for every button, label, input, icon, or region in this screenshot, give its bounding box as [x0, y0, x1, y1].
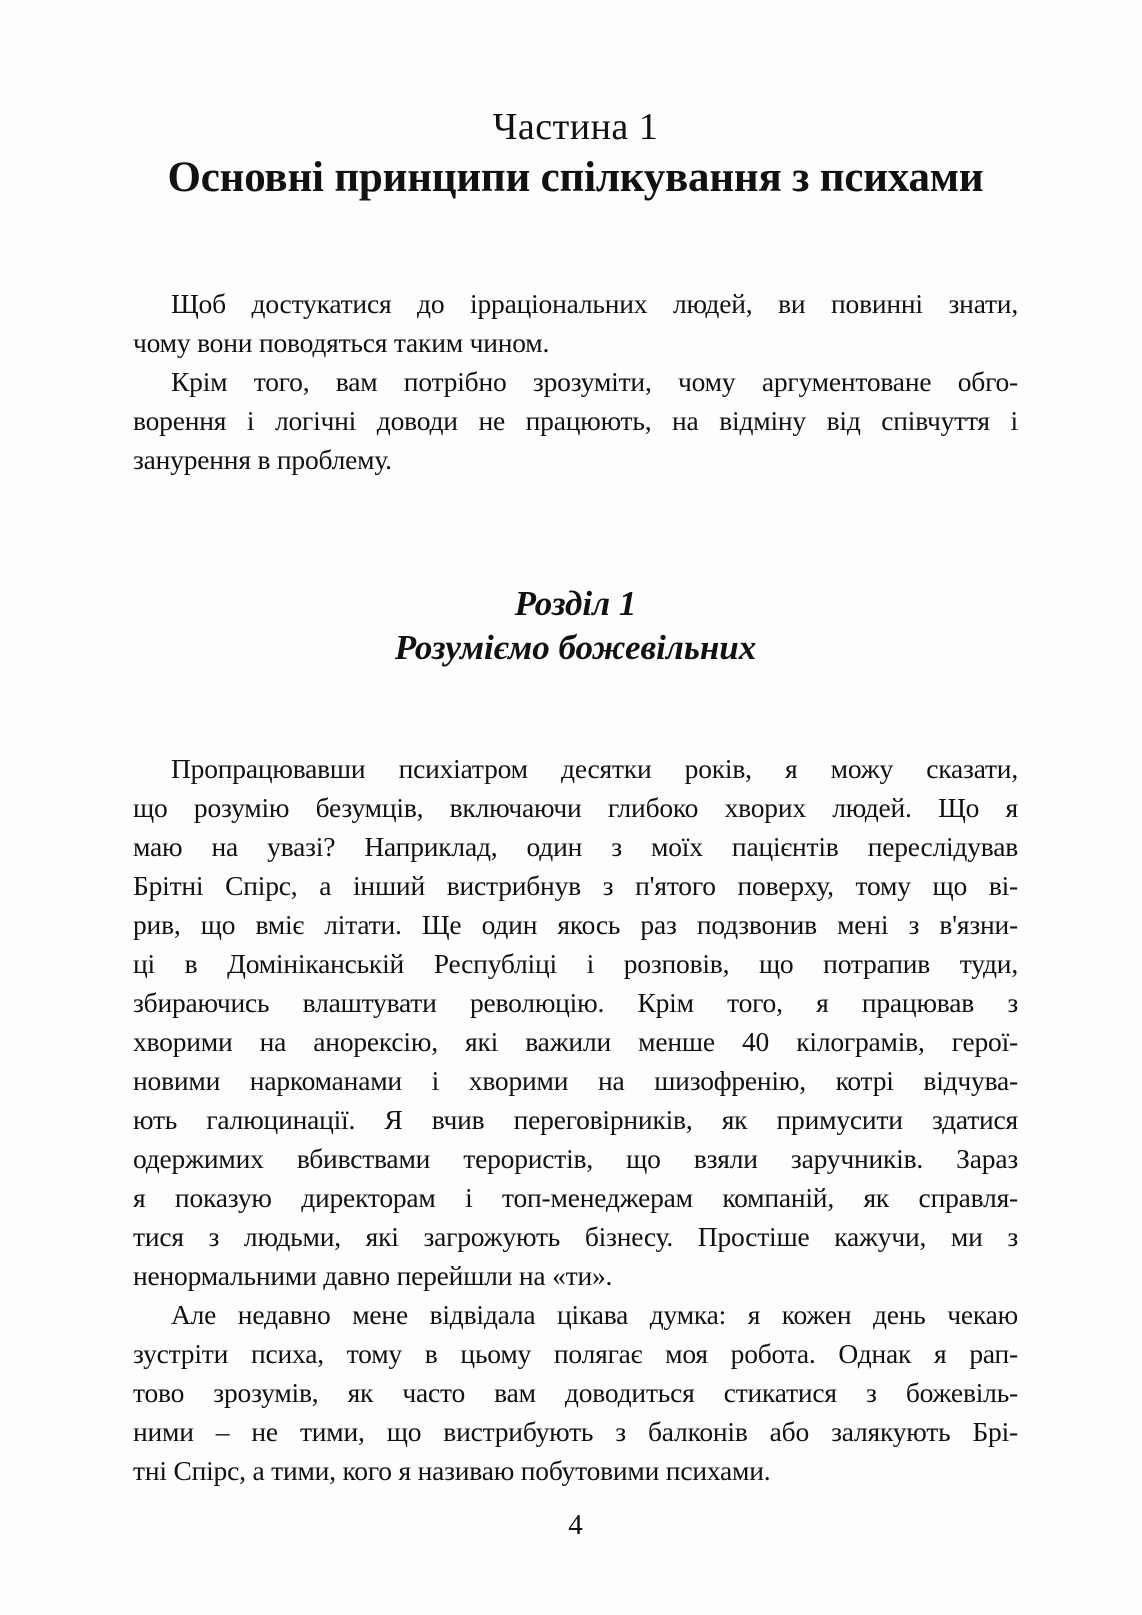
paragraph: [133, 284, 1018, 362]
text-line: ці в Домініканській Республіці і розповів, що потрапив туди,: [133, 948, 1018, 979]
chapter-title: Розуміємо божевільних: [394, 628, 757, 667]
text-line: чому вони поводяться таким чином.: [133, 327, 550, 358]
text-line: ють галюцинації. Я вчив переговірників, як примусити здатися: [133, 1104, 1018, 1135]
text-line: Але недавно мене відвідала цікава думка: я кожен день чекаю: [171, 1299, 1018, 1330]
text-line: тися з людьми, які загрожують бізнесу. Простіше кажучи, ми з: [133, 1221, 1018, 1252]
text-line: я показую директорам і топ-менеджерам компаній, як справля-: [133, 1182, 1018, 1213]
text-block: [0, 104, 1142, 1543]
paragraph: [133, 749, 1018, 1295]
paragraph: [133, 1295, 1018, 1490]
text-line: що розумію безумців, включаючи глибоко хворих людей. Що я: [133, 792, 1018, 823]
text-line: ненормальними давно перейшли на «ти».: [133, 1260, 613, 1291]
text-line: занурення в проблему.: [133, 444, 392, 475]
part-title: Основні принципи спілкування з психами: [167, 154, 984, 201]
chapter-heading: Розділ 1: [514, 584, 637, 623]
text-line: зустріти психа, тому в цьому полягає моя робота. Однак я рап-: [133, 1338, 1018, 1369]
text-line: Брітні Спірс, а інший вистрибнув з п'ятого поверху, тому що ві-: [133, 870, 1018, 901]
text-line: збираючись влаштувати революцію. Крім того, я працював з: [133, 987, 1018, 1018]
part-heading: Частина 1: [492, 106, 659, 148]
text-line: ворення і логічні доводи не працюють, на відміну від співчуття і: [133, 405, 1018, 436]
text-line: Крім того, вам потрібно зрозуміти, чому аргументоване обго-: [171, 366, 1018, 397]
paragraph: [133, 362, 1018, 479]
text-line: рив, що вміє літати. Ще один якось раз подзвонив мені з в'язни-: [133, 909, 1018, 940]
intro-section: [133, 284, 1018, 479]
page-number: 4: [568, 1509, 583, 1541]
text-line: одержимих вбивствами терористів, що взяли заручників. Зараз: [133, 1143, 1018, 1174]
chapter-block: [133, 582, 1018, 670]
text-line: хворими на анорексію, які важили менше 40 кілограмів, герої-: [133, 1026, 1018, 1057]
text-line: Щоб достукатися до ірраціональних людей, ви повинні знати,: [171, 288, 1018, 319]
text-line: новими наркоманами і хворими на шизофренію, котрі відчува-: [133, 1065, 1018, 1096]
text-line: тні Спірс, а тими, кого я називаю побутовими психами.: [133, 1455, 771, 1486]
text-line: Пропрацювавши психіатром десятки років, я можу сказати,: [171, 753, 1018, 784]
text-line: маю на увазі? Наприклад, один з моїх пацієнтів переслідував: [133, 831, 1018, 862]
text-line: ними – не тими, що вистрибують з балконів або залякують Брі-: [133, 1416, 1018, 1447]
body-section: [133, 749, 1018, 1490]
text-line: тово зрозумів, як часто вам доводиться стикатися з божевіль-: [133, 1377, 1018, 1408]
